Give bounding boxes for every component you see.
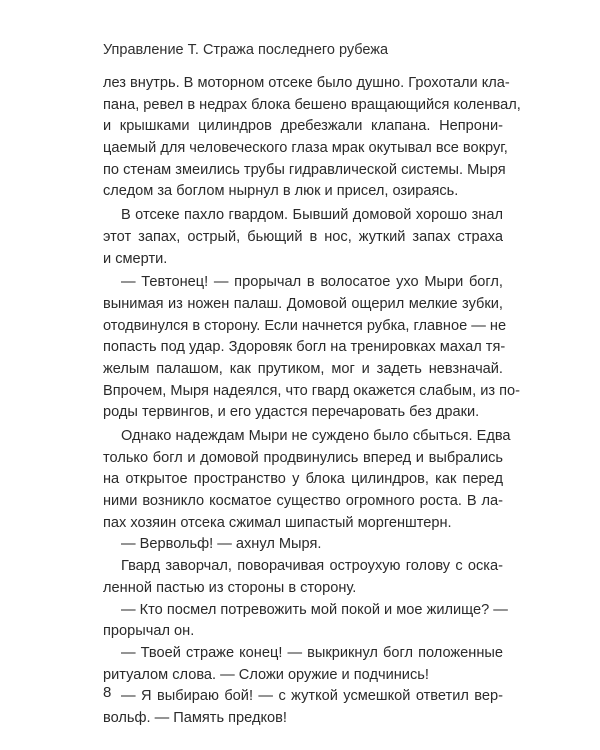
- text-line: — Вервольф! — ахнул Мыря.: [121, 536, 322, 553]
- paragraph: [103, 600, 508, 643]
- text-line: роды тервингов, и его удастся перечаровать без драки.: [103, 404, 480, 421]
- paragraph: [103, 426, 511, 534]
- text-line: вольф. — Память предков!: [103, 709, 287, 726]
- text-line: — Тевтонец! — прорычал в волосатое ухо Мыри богл,: [121, 274, 503, 291]
- paragraph: [103, 643, 503, 686]
- paragraph: [103, 686, 503, 729]
- text-line: — Кто посмел потревожить мой покой и мое жилище? —: [121, 601, 508, 618]
- text-line: отодвинулся в сторону. Если начнется рубка, главное — не: [103, 317, 507, 334]
- text-line: желым палашом, как прутиком, мог и задеть невзначай.: [103, 360, 503, 377]
- body-text: [103, 73, 521, 730]
- text-line: ними возникло косматое существо огромного роста. В ла-: [103, 493, 503, 510]
- text-line: только богл и домовой продвинулись вперед и выбрались: [103, 449, 503, 466]
- text-line: попасть под удар. Здоровяк богл на тренировках махал тя-: [103, 339, 506, 356]
- text-line: прорычал он.: [103, 623, 195, 640]
- text-line: В отсеке пахло гвардом. Бывший домовой хорошо знал: [121, 207, 503, 224]
- text-line: ленной пастью из стороны в сторону.: [103, 579, 357, 596]
- text-line: пана, ревел в недрах блока бешено вращающийся коленвал,: [103, 96, 521, 113]
- text-line: следом за боглом нырнул в люк и присел, озираясь.: [103, 183, 459, 200]
- text-line: — Твоей страже конец! — выкрикнул богл положенные: [121, 644, 503, 661]
- text-line: и смерти.: [103, 250, 168, 267]
- text-line: Впрочем, Мыря надеялся, что гвард окажется слабым, из по-: [103, 382, 520, 399]
- text-line: ритуалом слова. — Сложи оружие и подчинись!: [103, 666, 429, 683]
- page-number: 8: [103, 684, 112, 701]
- text-line: вынимая из ножен палаш. Домовой ощерил мелкие зубки,: [103, 295, 503, 312]
- text-line: — Я выбираю бой! — с жуткой усмешкой ответил вер-: [121, 688, 503, 705]
- paragraph: [103, 73, 521, 203]
- paragraph: [103, 272, 520, 424]
- text-line: Однако надеждам Мыри не суждено было сбыться. Едва: [121, 428, 511, 444]
- text-line: этот запах, острый, бьющий в нос, жуткий запах страха: [103, 228, 503, 245]
- text-line: и крышками цилиндров дребезжали клапана. Непрони-: [103, 118, 503, 135]
- text-line: Гвард заворчал, поворачивая остроухую голову с оска-: [121, 558, 503, 575]
- text-line: цаемый для человеческого глаза мрак окутывал все вокруг,: [103, 140, 508, 157]
- text-line: по стенам змеились трубы гидравлической системы. Мыря: [103, 161, 506, 178]
- running-header: Управление Т. Стража последнего рубежа: [103, 42, 389, 58]
- paragraph: [103, 556, 503, 599]
- text-line: пах хозяин отсека сжимал шипастый моргенштерн.: [103, 514, 452, 531]
- paragraph: [103, 534, 503, 556]
- text-line: на открытое пространство у блока цилиндров, как перед: [103, 471, 503, 488]
- paragraph: [103, 205, 503, 270]
- text-line: лез внутрь. В моторном отсеке было душно. Грохотали кла-: [103, 75, 510, 91]
